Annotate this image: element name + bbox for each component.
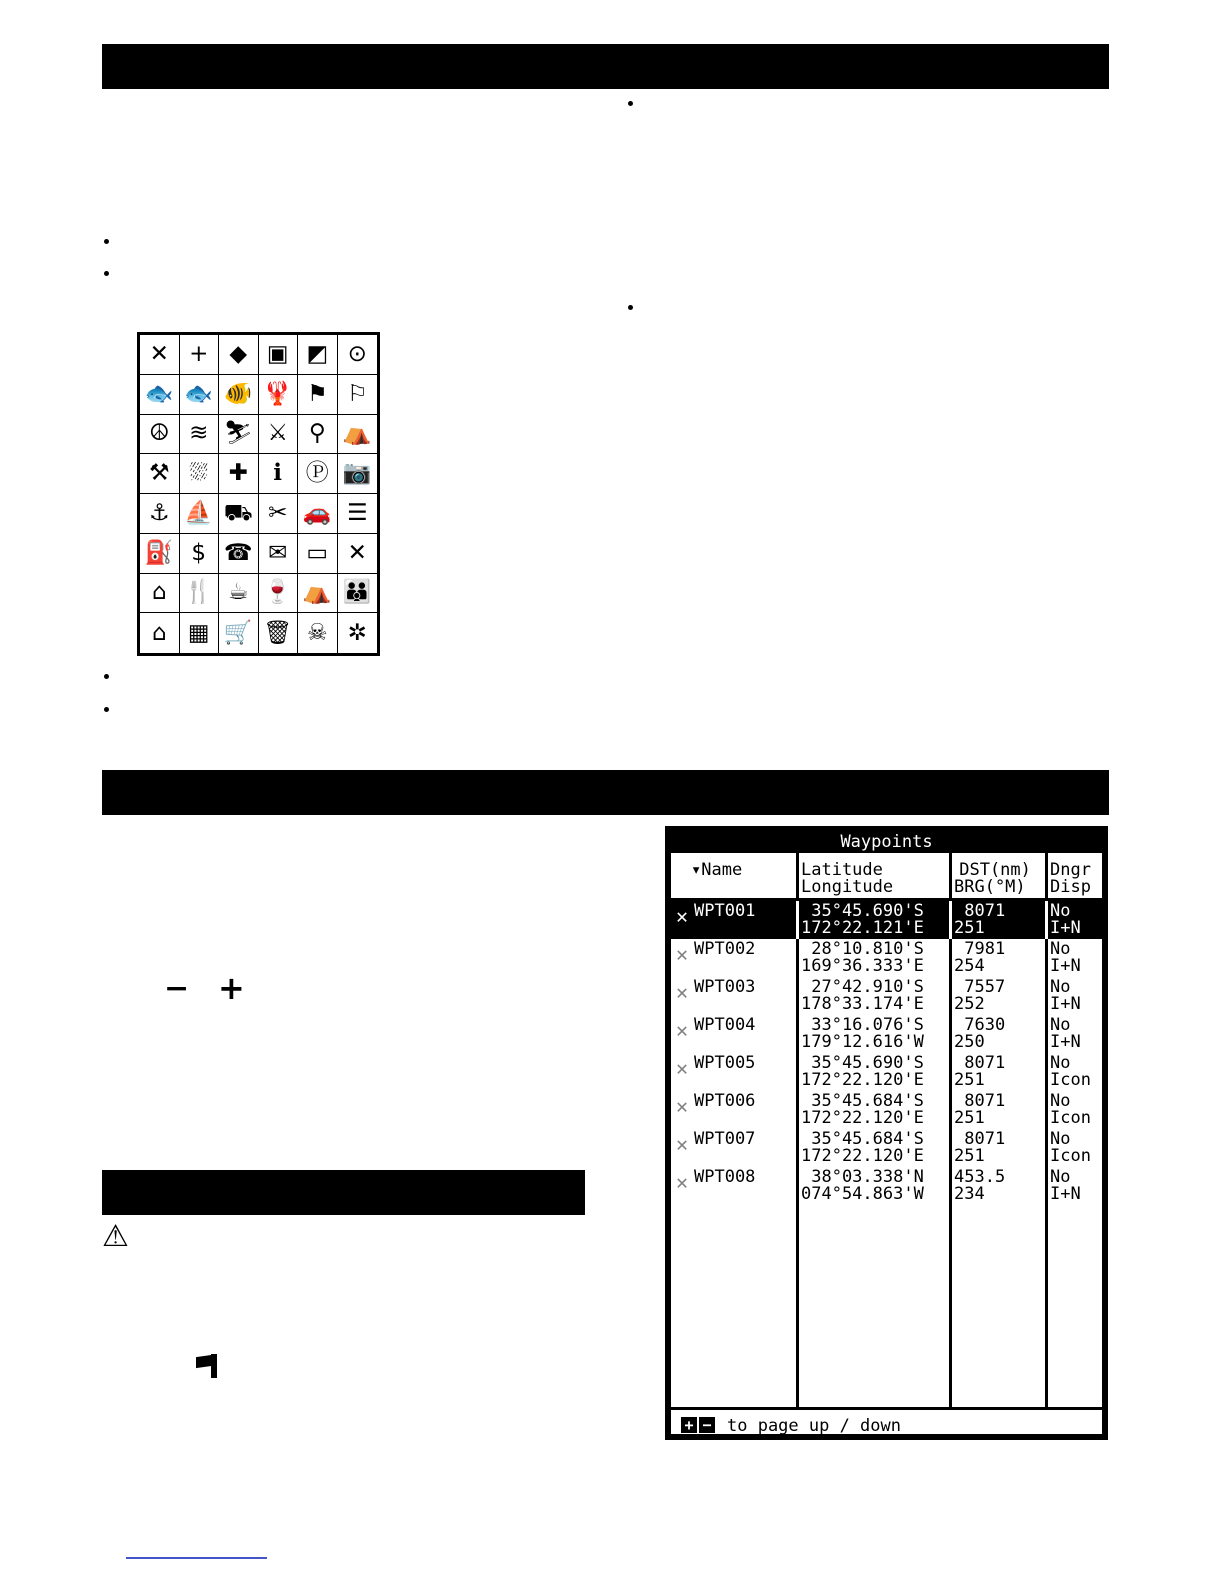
- swimmer-icon: ≋: [180, 415, 220, 455]
- waypoint-marker-icon: ✕: [676, 1056, 689, 1080]
- column-header-name[interactable]: ▾Name: [691, 860, 743, 880]
- picnic-table-icon: ⛺: [298, 574, 338, 614]
- trash-can-icon: 🗑: [259, 613, 299, 653]
- restaurant-icon: 🍴: [180, 574, 220, 614]
- first-aid-icon: ✚: [219, 454, 259, 494]
- restroom-icon: 👪: [338, 574, 378, 614]
- waypoint-display: Icon: [1050, 1108, 1091, 1128]
- envelope-icon: ✉: [259, 534, 299, 574]
- house-palm-icon: ⌂: [140, 574, 180, 614]
- waypoint-latitude: 35°45.684'S: [801, 1091, 924, 1111]
- waypoint-longitude: 172°22.121'E: [801, 918, 924, 938]
- page-up-key-icon[interactable]: +: [681, 1417, 697, 1433]
- waypoint-danger: No: [1050, 939, 1071, 959]
- spotted-fish-icon: 🐠: [219, 375, 259, 415]
- crossed-swords-icon: ✂: [259, 494, 299, 534]
- bullet-point: [104, 674, 109, 679]
- house-icon: ⌂: [140, 613, 180, 653]
- waypoint-distance: 7981: [954, 939, 1006, 959]
- waypoint-distance: 8071: [954, 901, 1006, 921]
- waypoint-marker-icon: ✕: [676, 1094, 689, 1118]
- waypoint-danger: No: [1050, 1091, 1071, 1111]
- waypoint-bearing: 250: [954, 1032, 985, 1052]
- waypoint-latitude: 35°45.690'S: [801, 901, 924, 921]
- bullet-point: [104, 239, 109, 244]
- checkered-flag-icon: ⚑: [298, 375, 338, 415]
- waypoint-marker-icon: ✕: [676, 1132, 689, 1156]
- waypoint-danger: No: [1050, 901, 1071, 921]
- tap-icon: ⚒: [140, 454, 180, 494]
- waypoint-row[interactable]: [671, 901, 1102, 939]
- waypoint-longitude: 179°12.616'W: [801, 1032, 924, 1052]
- sailboat-icon: ⛵: [180, 494, 220, 534]
- fuel-pump-icon: ⛽: [140, 534, 180, 574]
- danger-wreck-icon: ✲: [347, 619, 367, 646]
- waypoints-footer: [671, 1410, 1102, 1440]
- diamond-icon: ◆: [219, 335, 259, 375]
- waypoint-distance: 7557: [954, 977, 1006, 997]
- anchor-icon: ⚓: [140, 494, 180, 534]
- minus-key-icon: −: [164, 971, 190, 1006]
- waypoint-danger: No: [1050, 1053, 1071, 1073]
- shower-icon: ⛆: [180, 454, 220, 494]
- shopping-cart-icon: 🛒: [219, 613, 259, 653]
- tent-icon: ⛺: [338, 415, 378, 455]
- bullet-point: [104, 271, 109, 276]
- flag-icon: ⚐: [338, 375, 378, 415]
- waypoint-distance: 8071: [954, 1129, 1006, 1149]
- plus-key-icon: +: [218, 969, 245, 1007]
- waypoint-longitude: 172°22.120'E: [801, 1070, 924, 1090]
- waypoint-icon-grid: [137, 332, 380, 656]
- target-icon: ⊙: [338, 335, 378, 375]
- column-header-longitude: Longitude: [801, 877, 894, 897]
- waypoint-bearing: 251: [954, 1146, 985, 1166]
- column-header-dst: DST(nm): [949, 860, 1031, 880]
- waypoint-name: WPT001: [694, 901, 756, 921]
- waypoint-bearing: 251: [954, 1108, 985, 1128]
- section-header-bar-middle: [102, 770, 1109, 815]
- column-divider: [949, 901, 952, 939]
- waypoint-display: I+N: [1050, 1032, 1081, 1052]
- waypoints-screen: [665, 826, 1108, 1440]
- lobster-icon: 🦞: [259, 375, 299, 415]
- skier-icon: ⛷: [219, 415, 259, 455]
- fish-school-icon: 🐟: [140, 375, 180, 415]
- waypoint-marker-icon: ✕: [676, 980, 689, 1004]
- boat-ramp-icon: ⛟: [219, 494, 259, 534]
- information-icon: ℹ: [259, 454, 299, 494]
- footer-hint-text: to page up / down: [727, 1416, 901, 1436]
- waypoint-display: I+N: [1050, 994, 1081, 1014]
- waypoint-display: I+N: [1050, 1184, 1081, 1204]
- column-header-brg: BRG(°M): [954, 877, 1026, 897]
- waypoint-name: WPT007: [694, 1129, 756, 1149]
- waypoint-display: I+N: [1050, 918, 1081, 938]
- waypoint-row[interactable]: [671, 977, 1102, 1015]
- bullet-point: [628, 101, 633, 106]
- waypoint-latitude: 35°45.684'S: [801, 1129, 924, 1149]
- diver-icon: ⚔: [259, 415, 299, 455]
- waypoint-longitude: 172°22.120'E: [801, 1146, 924, 1166]
- waypoint-name: WPT008: [694, 1167, 756, 1187]
- waypoint-marker-icon: ✕: [676, 1170, 689, 1194]
- column-header-dngr: Dngr: [1050, 860, 1091, 880]
- column-header-latitude: Latitude: [801, 860, 883, 880]
- anchor-buoy-icon: ⚲: [298, 415, 338, 455]
- waypoint-name: WPT003: [694, 977, 756, 997]
- waypoint-bearing: 251: [954, 918, 985, 938]
- waypoint-distance: 8071: [954, 1053, 1006, 1073]
- dashes-icon: ☰: [338, 494, 378, 534]
- building-icon: ▦: [180, 613, 220, 653]
- dollar-icon: $: [180, 534, 220, 574]
- waypoints-title: Waypoints: [671, 832, 1102, 853]
- waypoint-distance: 8071: [954, 1091, 1006, 1111]
- section-header-bar-top: [102, 44, 1109, 89]
- waypoint-latitude: 35°45.690'S: [801, 1053, 924, 1073]
- column-header-disp: Disp: [1050, 877, 1091, 897]
- section-header-bar-bottom: [102, 1170, 585, 1215]
- x-mark-icon: ✕: [140, 335, 180, 375]
- waypoint-danger: No: [1050, 1167, 1071, 1187]
- plus-icon: +: [180, 335, 220, 375]
- waypoint-name: WPT002: [694, 939, 756, 959]
- footer-link-underline[interactable]: [126, 1557, 267, 1559]
- waypoint-latitude: 38°03.338'N: [801, 1167, 924, 1187]
- waypoint-name: WPT005: [694, 1053, 756, 1073]
- waypoint-longitude: 169°36.333'E: [801, 956, 924, 976]
- column-divider: [796, 901, 799, 939]
- waypoint-distance: 7630: [954, 1015, 1006, 1035]
- waypoint-bearing: 251: [954, 1070, 985, 1090]
- page-down-key-icon[interactable]: −: [699, 1417, 715, 1433]
- waypoint-display: I+N: [1050, 956, 1081, 976]
- waypoint-bearing: 254: [954, 956, 985, 976]
- square-icon: ▣: [259, 335, 299, 375]
- bullet-point: [628, 305, 633, 310]
- waypoint-display: Icon: [1050, 1070, 1091, 1090]
- parking-icon: Ⓟ: [298, 454, 338, 494]
- waypoint-row[interactable]: [671, 1129, 1102, 1167]
- camera-icon: 📷: [338, 454, 378, 494]
- bullet-point: [104, 707, 109, 712]
- waypoint-marker-icon: ✕: [676, 942, 689, 966]
- warning-icon: ⚠: [102, 1219, 129, 1254]
- car-icon: 🚗: [298, 494, 338, 534]
- waypoint-longitude: 074°54.863'W: [801, 1184, 924, 1204]
- drinks-icon: ☕: [219, 574, 259, 614]
- waypoint-longitude: 172°22.120'E: [801, 1108, 924, 1128]
- waypoint-row[interactable]: [671, 1167, 1102, 1205]
- waypoint-longitude: 178°33.174'E: [801, 994, 924, 1014]
- waypoint-latitude: 28°10.810'S: [801, 939, 924, 959]
- bar-icon: 🍷: [259, 574, 299, 614]
- lifebuoy-icon: ☮: [140, 415, 180, 455]
- waypoint-row[interactable]: [671, 1015, 1102, 1053]
- waypoint-latitude: 33°16.076'S: [801, 1015, 924, 1035]
- fish-icon: 🐟: [180, 375, 220, 415]
- waypoint-name: WPT004: [694, 1015, 756, 1035]
- waypoint-bearing: 252: [954, 994, 985, 1014]
- tools-icon: ✕: [338, 534, 378, 574]
- waypoint-name: WPT006: [694, 1091, 756, 1111]
- waypoint-bearing: 234: [954, 1184, 985, 1204]
- waypoint-marker-icon: ✕: [676, 904, 689, 928]
- battery-icon: ▭: [298, 534, 338, 574]
- waypoint-display: Icon: [1050, 1146, 1091, 1166]
- waypoint-latitude: 27°42.910'S: [801, 977, 924, 997]
- column-divider: [1045, 901, 1048, 939]
- waypoint-distance: 453.5: [954, 1167, 1006, 1187]
- waypoint-row[interactable]: [671, 939, 1102, 977]
- waypoint-danger: No: [1050, 977, 1071, 997]
- waypoint-marker-icon: ✕: [676, 1018, 689, 1042]
- waypoint-danger: No: [1050, 1129, 1071, 1149]
- telephone-icon: ☎: [219, 534, 259, 574]
- half-square-icon: ◩: [298, 335, 338, 375]
- waypoint-row[interactable]: [671, 1091, 1102, 1129]
- skull-icon: ☠: [298, 613, 338, 653]
- waypoint-danger: No: [1050, 1015, 1071, 1035]
- flag-icon: [196, 1354, 222, 1378]
- waypoint-row[interactable]: [671, 1053, 1102, 1091]
